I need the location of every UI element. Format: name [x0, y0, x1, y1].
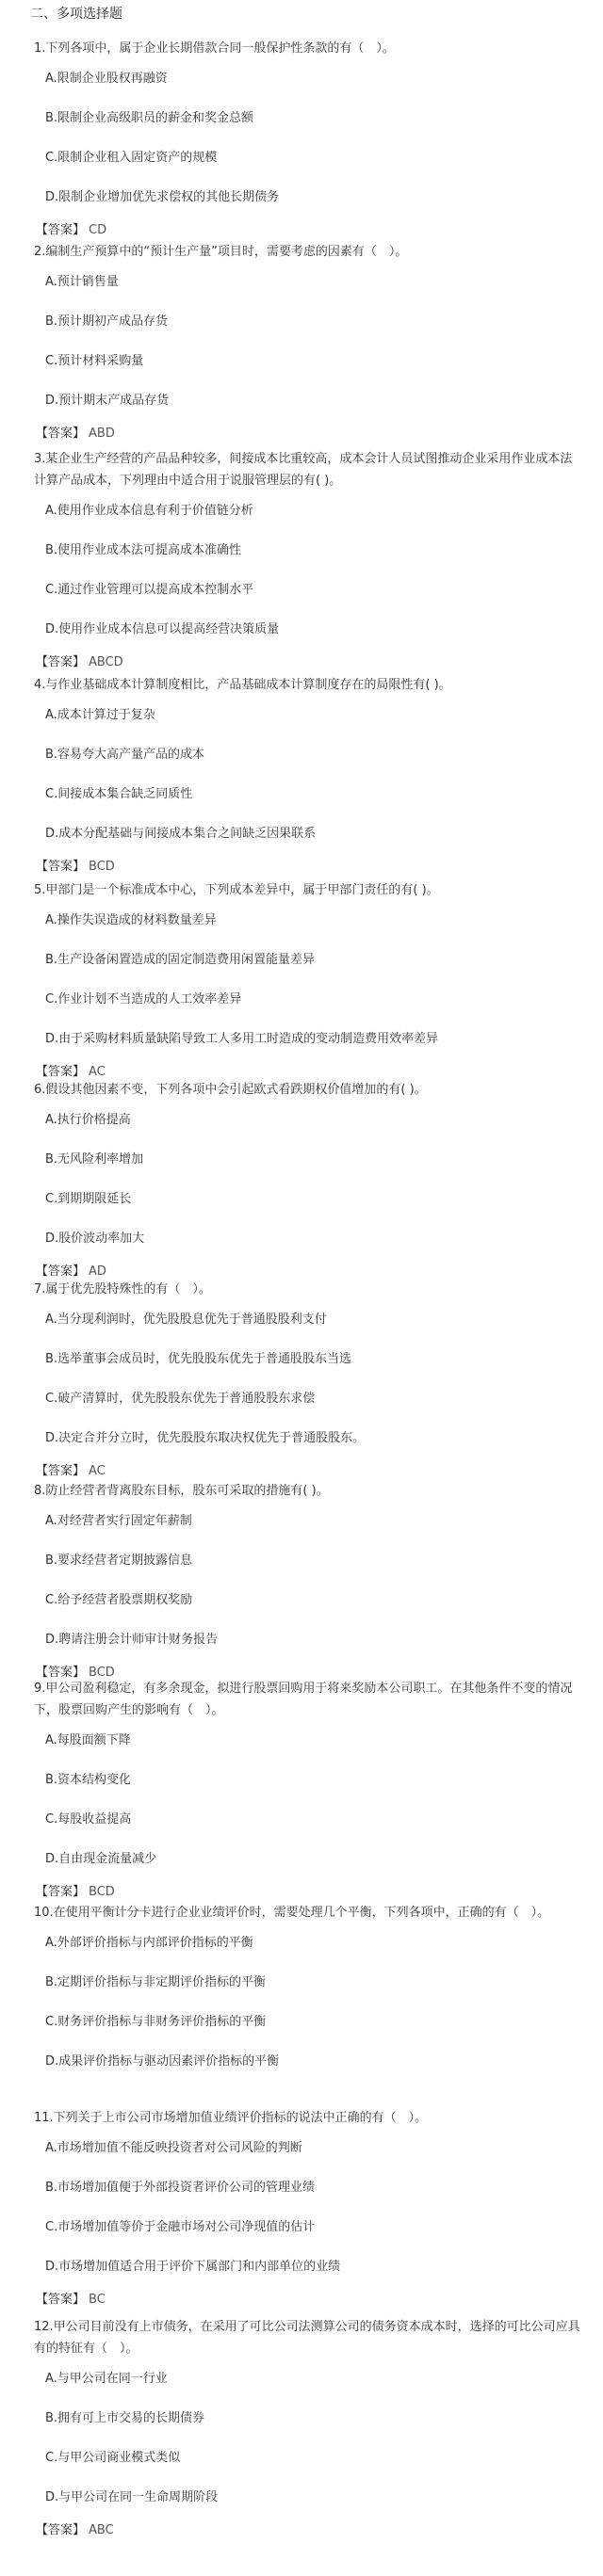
question-12: [0, 2316, 603, 2544]
answer-tag: 【答案】: [36, 1065, 86, 1079]
answer-value: AC: [89, 1065, 106, 1079]
option-a: A.使用作业成本信息有利于价值链分析: [45, 504, 253, 518]
answer-tag: 【答案】: [36, 2293, 86, 2307]
option-b: B.拥有可上市交易的长期债券: [45, 2411, 205, 2425]
option-b: B.预计期初产成品存货: [45, 314, 169, 329]
question-3: [0, 448, 603, 676]
answer-line: [36, 421, 603, 447]
question-stem: 7.属于优先股特殊性的有（ ）。: [34, 1282, 211, 1296]
option-a: A.对经营者实行固定年薪制: [45, 1514, 192, 1528]
option-b: B.使用作业成本法可提高成本准确性: [45, 543, 242, 557]
option-d: D.限制企业增加优先求偿权的其他长期债务: [45, 190, 280, 204]
option-c: C.预计材料采购量: [45, 354, 144, 368]
option-c: C.市场增加值等价于金融市场对公司净现值的估计: [45, 2220, 316, 2234]
option-b: B.资本结构变化: [45, 1773, 132, 1787]
question-stem: 4.与作业基础成本计算制度相比，产品基础成本计算制度存在的局限性有( )。: [34, 678, 451, 692]
question-stem: 9.甲公司盈利稳定，有多余现金，拟进行股票回购用于将来奖励本公司职工。在其他条件不变的情况下，股票回购产生的影响有（ ）。: [34, 1682, 573, 1717]
question-stem: 10.在使用平衡计分卡进行企业业绩评价时，需要处理几个平衡，下列各项中，正确的有（ ）。: [34, 1906, 550, 1920]
question-stem: 11.下列关于上市公司市场增加值业绩评价指标的说法中正确的有（ ）。: [34, 2111, 428, 2125]
question-4: [0, 674, 603, 880]
answer-tag: 【答案】: [36, 860, 86, 874]
option-d: D.市场增加值适合用于评价下属部门和内部单位的业绩: [45, 2260, 341, 2274]
answer-tag: 【答案】: [36, 1666, 86, 1680]
answer-tag: 【答案】: [36, 427, 86, 441]
option-c: C.财务评价指标与非财务评价指标的平衡: [45, 2015, 267, 2029]
answer-tag: 【答案】: [36, 2523, 86, 2537]
question-11: [0, 2107, 603, 2313]
option-a: A.当分现利润时，优先股股息优先于普通股股利支付: [45, 1312, 327, 1327]
answer-value: ABD: [89, 427, 115, 441]
option-b: B.市场增加值便于外部投资者评价公司的管理业绩: [45, 2181, 316, 2195]
answer-tag: 【答案】: [36, 1264, 86, 1279]
option-c: C.与甲公司商业模式类似: [45, 2451, 181, 2465]
option-c: C.作业计划不当造成的人工效率差异: [45, 992, 242, 1006]
answer-tag: 【答案】: [36, 1464, 86, 1478]
option-a: A.每股面额下降: [45, 1733, 131, 1747]
option-d: D.由于采购材料质量缺陷导致工人多用工时造成的变动制造费用效率差异: [45, 1032, 439, 1046]
answer-value: ABCD: [89, 655, 123, 669]
option-a: A.市场增加值不能反映投资者对公司风险的判断: [45, 2141, 302, 2155]
option-c: C.间接成本集合缺乏同质性: [45, 787, 193, 801]
question-stem: 1.下列各项中，属于企业长期借款合同一般保护性条款的有（ ）。: [34, 41, 395, 56]
option-d: D.成果评价指标与驱动因素评价指标的平衡: [45, 2054, 280, 2069]
answer-value: AC: [89, 1464, 106, 1478]
option-a: A.操作失误造成的材料数量差异: [45, 913, 217, 927]
option-c: C.每股收益提高: [45, 1812, 132, 1827]
question-stem: 5.甲部门是一个标准成本中心，下列成本差异中，属于甲部门责任的有( )。: [34, 883, 439, 897]
option-b: B.生产设备闲置造成的固定制造费用闲置能量差异: [45, 953, 316, 967]
option-a: A.预计销售量: [45, 275, 119, 289]
option-d: D.决定合并分立时，优先股股东取决权优先于普通股股东。: [45, 1431, 366, 1445]
option-d: D.使用作业成本信息可以提高经营决策质量: [45, 622, 280, 636]
answer-line: [36, 2518, 603, 2544]
answer-value: AD: [89, 1264, 106, 1279]
answer-value: BCD: [89, 1666, 115, 1680]
option-d: D.自由现金流量减少: [45, 1852, 157, 1866]
option-a: A.与甲公司在同一行业: [45, 2372, 168, 2386]
option-b: B.无风险利率增加: [45, 1152, 144, 1167]
question-8: [0, 1480, 603, 1686]
answer-line: [36, 217, 603, 244]
answer-value: BCD: [89, 1885, 115, 1899]
answer-tag: 【答案】: [36, 655, 86, 669]
option-d: D.股价波动率加大: [45, 1232, 145, 1246]
question-stem: 8.防止经营者背离股东目标，股东可采取的措施有( )。: [34, 1484, 329, 1498]
option-a: A.限制企业股权再融资: [45, 72, 168, 86]
option-b: B.要求经营者定期披露信息: [45, 1554, 193, 1568]
option-d: D.与甲公司在同一生命周期阶段: [45, 2490, 219, 2504]
question-stem: 12.甲公司目前没有上市债务，在采用了可比公司法测算公司的债务资本成本时，选择的可比公司应具有的特征有（ ）。: [34, 2320, 580, 2356]
option-a: A.执行价格提高: [45, 1113, 131, 1127]
answer-value: ABC: [89, 2523, 114, 2537]
question-2: [0, 241, 603, 447]
answer-line: [36, 2287, 603, 2313]
answer-tag: 【答案】: [36, 1885, 86, 1899]
answer-line: [36, 650, 603, 676]
question-6: [0, 1079, 603, 1285]
section-title: 二、多项选择题: [30, 7, 122, 22]
option-c: C.限制企业租入固定资产的规模: [45, 151, 218, 165]
answer-value: CD: [89, 223, 107, 237]
option-a: A.成本计算过于复杂: [45, 708, 155, 722]
question-10: [0, 1902, 603, 2082]
option-c: C.通过作业管理可以提高成本控制水平: [45, 583, 254, 597]
option-b: B.选举董事会成员时，优先股股东优先于普通股股东当选: [45, 1352, 352, 1366]
answer-line: [36, 854, 603, 880]
answer-value: BC: [89, 2293, 106, 2307]
question-1: [0, 38, 603, 244]
option-c: C.到期期限延长: [45, 1192, 132, 1206]
option-c: C.破产清算时，优先股股东优先于普通股股东求偿: [45, 1392, 316, 1406]
option-a: A.外部评价指标与内部评价指标的平衡: [45, 1936, 253, 1950]
question-9: [0, 1678, 603, 1906]
option-d: D.聘请注册会计师审计财务报告: [45, 1633, 219, 1647]
option-d: D.成本分配基础与间接成本集合之间缺乏因果联系: [45, 827, 317, 841]
question-7: [0, 1279, 603, 1485]
option-b: B.限制企业高级职员的薪金和奖金总额: [45, 111, 254, 125]
question-5: [0, 879, 603, 1086]
question-stem: 6.假设其他因素不变，下列各项中会引起欧式看跌期权价值增加的有( )。: [34, 1083, 427, 1097]
question-stem: 2.编制生产预算中的“预计生产量”项目时，需要考虑的因素有（ ）。: [34, 245, 408, 259]
answer-value: BCD: [89, 860, 115, 874]
option-d: D.预计期末产成品存货: [45, 394, 170, 408]
option-c: C.给予经营者股票期权奖励: [45, 1593, 193, 1607]
option-b: B.定期评价指标与非定期评价指标的平衡: [45, 1975, 267, 1989]
question-stem: 3.某企业生产经营的产品品种较多，间接成本比重较高，成本会计人员试图推动企业采用作业成本法计算产品成本，下列理由中适合用于说服管理层的有( )。: [34, 452, 573, 488]
answer-tag: 【答案】: [36, 223, 86, 237]
option-b: B.容易夸大高产量产品的成本: [45, 748, 205, 762]
